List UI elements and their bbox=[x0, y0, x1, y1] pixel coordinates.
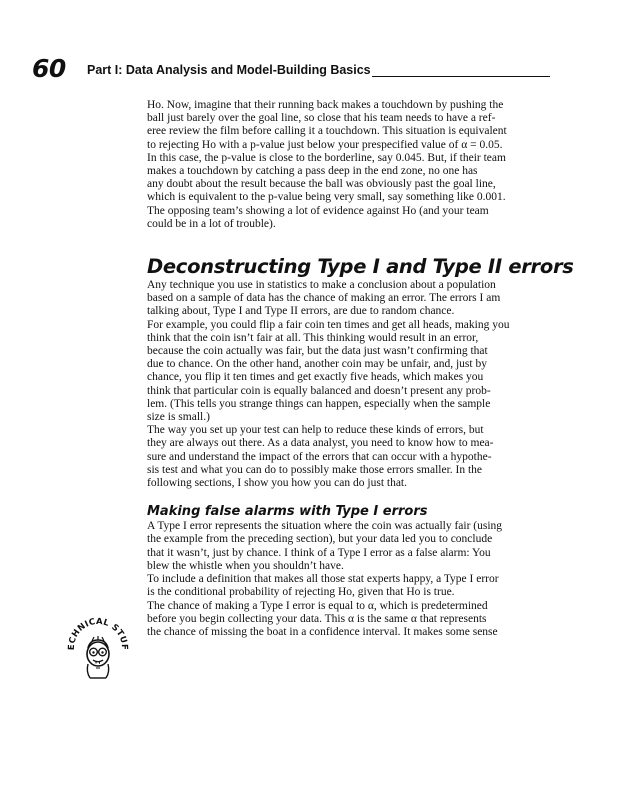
subsection-heading: Making false alarms with Type I errors bbox=[147, 504, 428, 520]
paragraph-intro bbox=[147, 99, 552, 231]
text-line: Ho. Now, imagine that their running back makes a touchdown by pushing the bbox=[147, 99, 504, 111]
text-line: The way you set up your test can help to reduce these kinds of errors, but bbox=[147, 424, 484, 437]
text-line: based on a sample of data has the chance of making an error. The errors I am bbox=[147, 292, 501, 305]
text-line: before you begin collecting your data. This α is the same α that represents bbox=[147, 612, 487, 625]
text-line: sure and understand the impact of the errors that can occur with a hypothe- bbox=[147, 450, 492, 463]
running-head: Part I: Data Analysis and Model-Building Basics bbox=[87, 63, 371, 77]
icon-arc-label: ECHNICAL STUF bbox=[66, 616, 130, 651]
text-line: To include a definition that makes all those stat experts happy, a Type I error bbox=[147, 573, 499, 586]
text-line: which is equivalent to the p-value being very small, say something like 0.001. bbox=[147, 191, 506, 204]
paragraph-alpha bbox=[147, 600, 552, 640]
text-line: The opposing team’s showing a lot of evidence against Ho (and your team bbox=[147, 204, 489, 217]
text-line: lem. (This tells you strange things can happen, especially when the sample bbox=[147, 397, 491, 410]
text-line: they are always out there. As a data analyst, you need to know how to mea- bbox=[147, 437, 494, 450]
text-line: A Type I error represents the situation where the coin was actually fair (using bbox=[147, 520, 503, 533]
text-line: the chance of missing the boat in a confidence interval. It makes some sense bbox=[147, 625, 498, 638]
text-line: because the coin actually was fair, but the data just wasn’t confirming that bbox=[147, 345, 488, 358]
page-header bbox=[0, 54, 637, 88]
text-line: could be in a lot of trouble). bbox=[147, 217, 276, 230]
paragraph-technical-stuff bbox=[147, 573, 552, 599]
text-line: makes a touchdown by catching a pass deep in the end zone, no one has bbox=[147, 165, 478, 178]
header-rule bbox=[372, 76, 550, 77]
text-line: The chance of making a Type I error is equal to α, which is predetermined bbox=[147, 599, 488, 612]
text-line: any doubt about the result because the ball was obviously past the goal line, bbox=[147, 178, 496, 191]
text-line: due to chance. On the other hand, another coin may be unfair, and, just by bbox=[147, 358, 487, 371]
section-heading: Deconstructing Type I and Type II errors bbox=[147, 255, 574, 279]
text-line: size is small.) bbox=[147, 411, 210, 424]
nerd-face bbox=[87, 636, 109, 678]
text-line: eree review the film before calling it a touchdown. This situation is equivalent bbox=[147, 125, 507, 138]
text-line: the example from the preceding section), but your data led you to conclude bbox=[147, 533, 493, 546]
paragraph-type1-definition bbox=[147, 520, 552, 573]
text-line: think that particular coin is equally balanced and doesn’t present any prob- bbox=[147, 384, 491, 397]
text-line: to rejecting Ho with a p-value just below your prespecified value of α = 0.05. bbox=[147, 138, 503, 151]
text-line: Any technique you use in statistics to make a conclusion about a population bbox=[147, 279, 496, 292]
text-line: talking about, Type I and Type II errors, are due to random chance. bbox=[147, 305, 455, 318]
technical-stuff-icon bbox=[66, 606, 130, 682]
text-line: sis test and what you can do to possibly make those errors smaller. In the bbox=[147, 463, 483, 476]
text-line: chance, you flip it ten times and get exactly five heads, which makes you bbox=[147, 371, 484, 384]
paragraph-coin-example bbox=[147, 319, 552, 425]
page-number: 60 bbox=[32, 54, 66, 83]
text-line: For example, you could flip a fair coin ten times and get all heads, making you bbox=[147, 318, 510, 331]
text-line: blew the whistle when you shouldn’t have. bbox=[147, 559, 344, 572]
text-line: is the conditional probability of rejecting Ho, given that Ho is true. bbox=[147, 586, 455, 599]
paragraph-errors-intro bbox=[147, 279, 552, 319]
text-line: following sections, I show you how you can do just that. bbox=[147, 477, 408, 490]
text-line: ball just barely over the goal line, so close that his team needs to have a ref- bbox=[147, 112, 496, 125]
text-line: that it wasn’t, just by chance. I think of a Type I error as a false alarm: You bbox=[147, 546, 491, 559]
paragraph-test-setup bbox=[147, 424, 552, 490]
page-body bbox=[147, 99, 574, 639]
text-line: In this case, the p-value is close to the borderline, say 0.045. But, if their team bbox=[147, 151, 506, 164]
text-line: think that the coin isn’t fair at all. This thinking would result in an error, bbox=[147, 331, 479, 344]
